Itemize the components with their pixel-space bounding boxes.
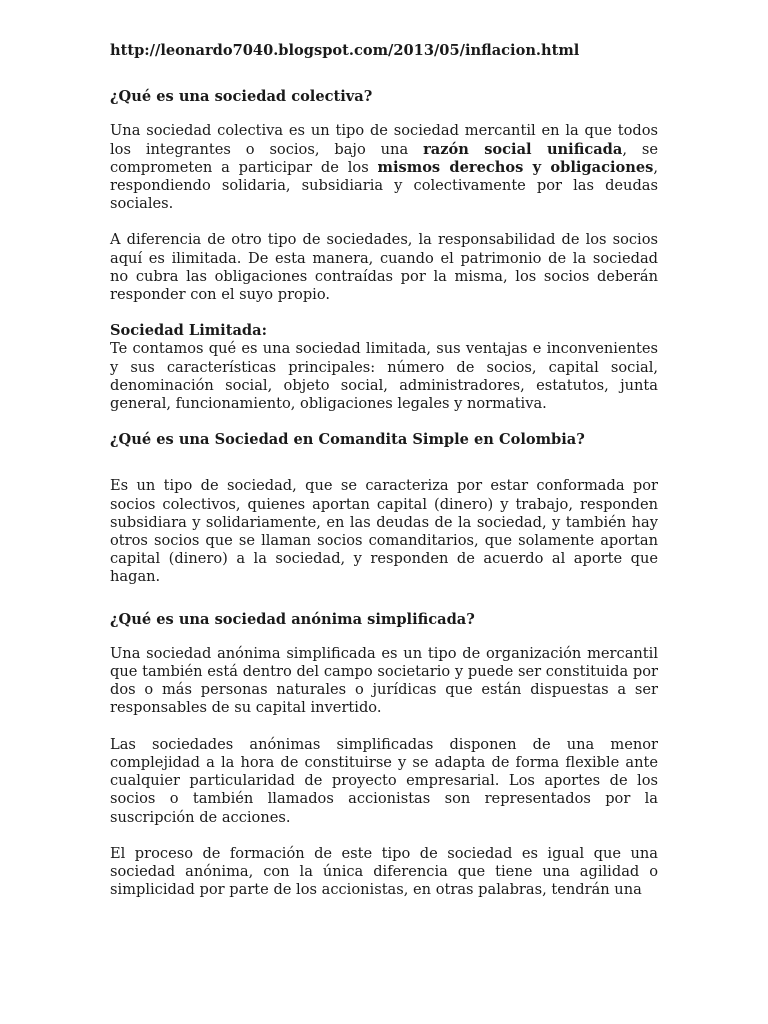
bold-phrase-razon-social: razón social unificada bbox=[423, 140, 623, 158]
bold-phrase-derechos-obligaciones: mismos derechos y obligaciones bbox=[377, 158, 654, 176]
document-page bbox=[110, 42, 658, 917]
heading-comandita-simple: ¿Qué es una Sociedad en Comandita Simple en Colombia? bbox=[110, 431, 585, 449]
text-run: , respondiendo solidaria, subsidiaria y colectivamente por las deudas sociales. bbox=[110, 158, 658, 213]
paragraph-anonima-formacion: El proceso de formación de este tipo de sociedad es igual que una sociedad anónima, con la única diferencia que tiene una agilidad o simplicidad por parte de los accionistas, en otras palabras, tendrán una bbox=[110, 844, 658, 899]
text-run: Una sociedad colectiva es un tipo de sociedad mercantil en la que todos los integrantes o socios, bajo una bbox=[110, 122, 658, 158]
heading-sociedad-limitada: Sociedad Limitada: bbox=[110, 322, 267, 340]
paragraph-colectiva-definicion bbox=[110, 122, 658, 213]
paragraph-anonima-complejidad: Las sociedades anónimas simplificadas disponen de una menor complejidad a la hora de constituirse y se adapta de forma flexible ante cualquier particularidad de proyecto empresarial. Los aportes de los socios o también llamados accionistas son representados por la suscripción de acciones. bbox=[110, 735, 658, 826]
source-url[interactable]: http://leonardo7040.blogspot.com/2013/05/inflacion.html bbox=[110, 42, 580, 59]
heading-sociedad-colectiva: ¿Qué es una sociedad colectiva? bbox=[110, 88, 373, 106]
heading-anonima-simplificada: ¿Qué es una sociedad anónima simplificada? bbox=[110, 610, 475, 628]
paragraph-comandita: Es un tipo de sociedad, que se caracteriza por estar conformada por socios colectivos, quienes aportan capital (dinero) y trabajo, responden subsidiara y solidariamente, en las deudas de la sociedad, y también hay otros socios que se llaman socios comanditarios, que solamente aportan capital (dinero) a la sociedad, y responden de acuerdo al aporte que hagan. bbox=[110, 477, 658, 586]
paragraph-limitada: Te contamos qué es una sociedad limitada, sus ventajas e inconvenientes y sus características principales: número de socios, capital social, denominación social, objeto social, administradores, estatutos, junta general, funcionamiento, obligaciones legales y normativa. bbox=[110, 340, 658, 413]
text-run: , se comprometen a participar de los bbox=[110, 140, 659, 176]
paragraph-anonima-definicion: Una sociedad anónima simplificada es un tipo de organización mercantil que también está dentro del campo societario y puede ser constituida por dos o más personas naturales o jurídicas que están dispuestas a ser responsables de su capital invertido. bbox=[110, 644, 658, 717]
paragraph-colectiva-responsabilidad: A diferencia de otro tipo de sociedades, la responsabilidad de los socios aquí es ilimitada. De esta manera, cuando el patrimonio de la sociedad no cubra las obligaciones contraídas por la misma, los socios deberán responder con el suyo propio. bbox=[110, 231, 658, 304]
